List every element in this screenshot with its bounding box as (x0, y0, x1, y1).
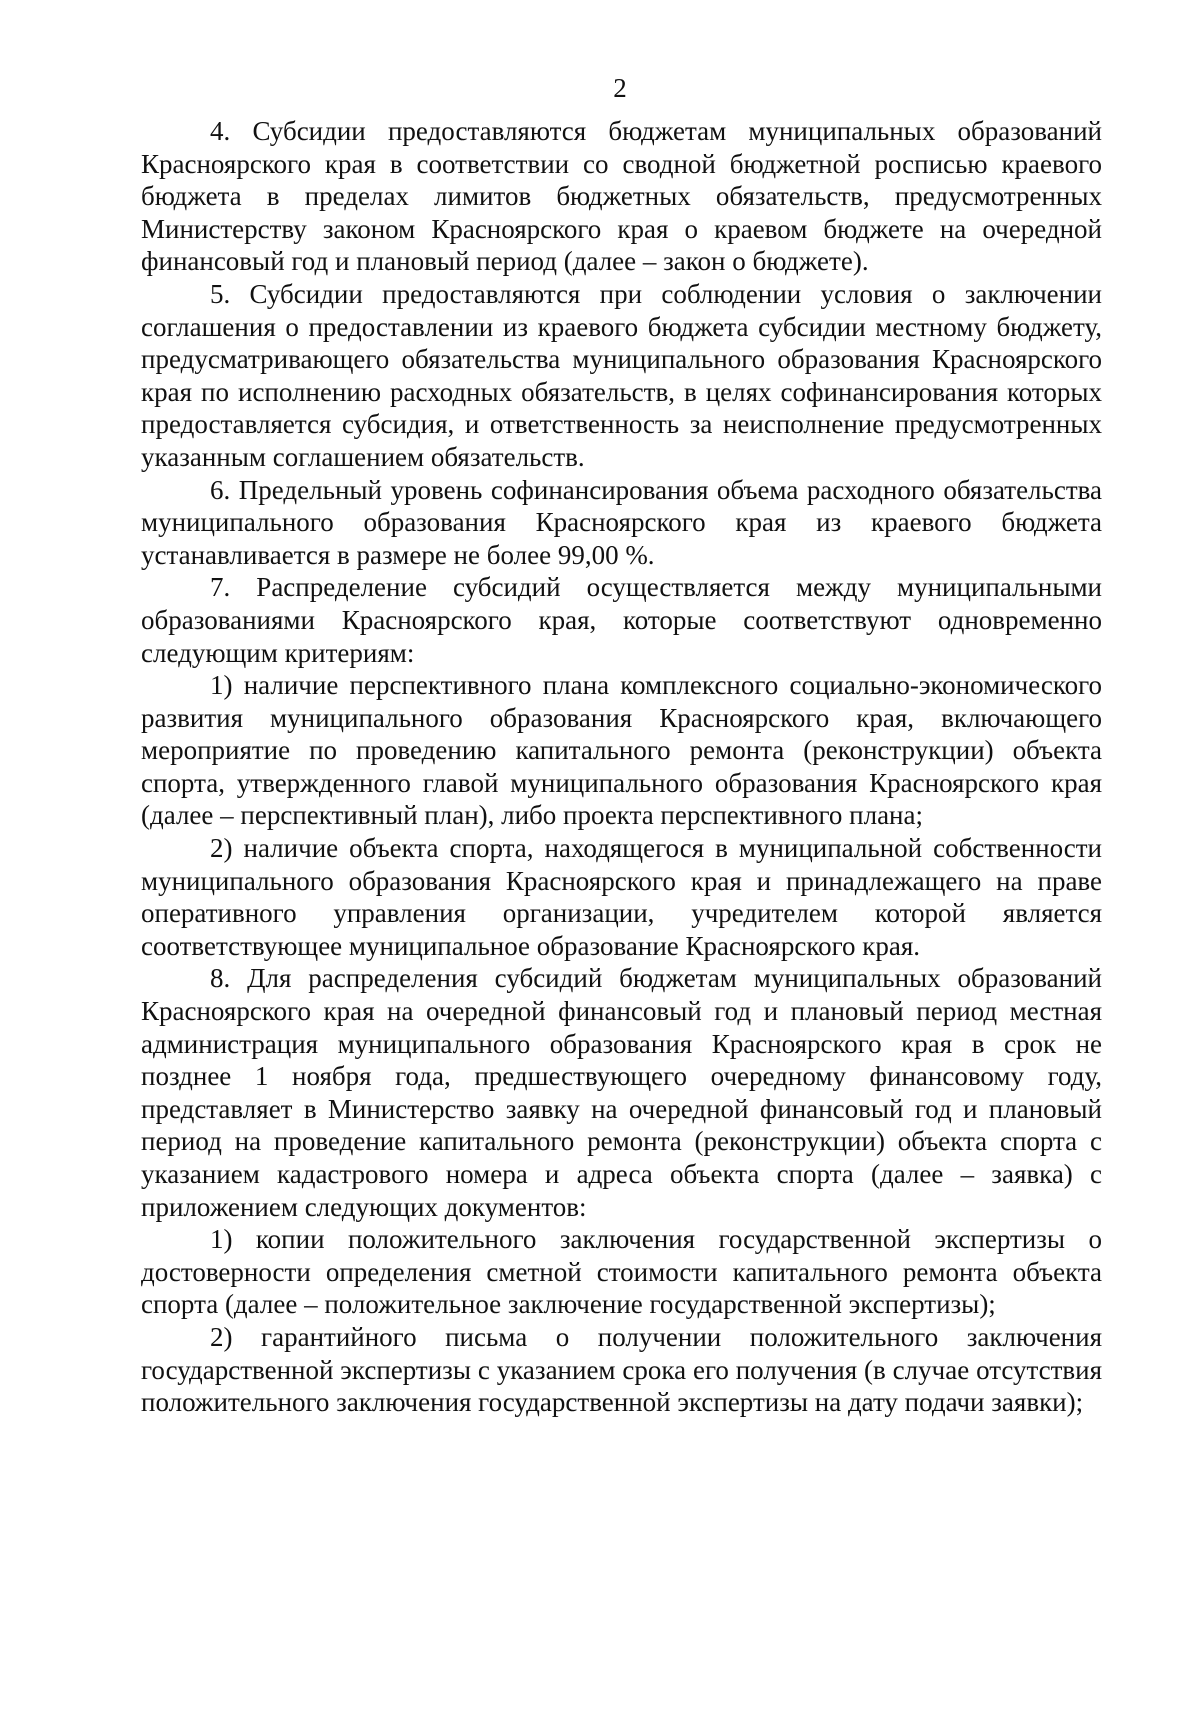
paragraph-item-4: 4. Субсидии предоставляются бюджетам муниципальных образований Красноярского края в соответствии со сводной бюджетной росписью краевого бюджета в пределах лимитов бюджетных обязательств, предусмотренных Министерству законом Красноярского края о краевом бюджете на очередной финансовый год и плановый период (далее – закон о бюджете). (141, 116, 1102, 277)
paragraph-item-7: 7. Распределение субсидий осуществляется между муниципальными образованиями Красноярского края, которые соответствуют одновременно следующим критериям: (141, 572, 1102, 668)
paragraph-criterion-2: 2) наличие объекта спорта, находящегося в муниципальной собственности муниципального образования Красноярского края и принадлежащего на праве оперативного управления организации, учредителем которой является соответствующее муниципальное образование Красноярского края. (141, 833, 1102, 961)
document-body (141, 115, 1102, 1419)
page-number: 2 (613, 73, 627, 103)
paragraph-document-1: 1) копии положительного заключения государственной экспертизы о достоверности определения сметной стоимости капитального ремонта объекта спорта (далее – положительное заключение государственной экспертизы); (141, 1224, 1102, 1320)
paragraph-item-5: 5. Субсидии предоставляются при соблюдении условия о заключении соглашения о предоставлении из краевого бюджета субсидии местному бюджету, предусматривающего обязательства муниципального образования Красноярского края по исполнению расходных обязательств, в целях софинансирования которых предоставляется субсидия, и ответственность за неисполнение предусмотренных указанным соглашением обязательств. (141, 278, 1102, 472)
paragraph-item-6: 6. Предельный уровень софинансирования объема расходного обязательства муниципального образования Красноярского края из краевого бюджета устанавливается в размере не более 99,00 %. (141, 474, 1102, 570)
paragraph-document-2: 2) гарантийного письма о получении положительного заключения государственной экспертизы с указанием срока его получения (в случае отсутствия положительного заключения государственной экспертизы на дату подачи заявки); (141, 1321, 1102, 1418)
paragraph-item-8: 8. Для распределения субсидий бюджетам муниципальных образований Красноярского края на очередной финансовый год и плановый период местная администрация муниципального образования Красноярского края в срок не позднее 1 ноября года, предшествующего очередному финансовому году, представляет в Министерство заявку на очередной финансовый год и плановый период на проведение капитального ремонта (реконструкции) объекта спорта с указанием кадастрового номера и адреса объекта спорта (далее – заявка) с приложением следующих документов: (141, 963, 1102, 1222)
paragraph-criterion-1: 1) наличие перспективного плана комплексного социально-экономического развития муниципального образования Красноярского края, включающего мероприятие по проведению капитального ремонта (реконструкции) объекта спорта, утвержденного главой муниципального образования Красноярского края (далее – перспективный план), либо проекта перспективного плана; (141, 670, 1102, 831)
